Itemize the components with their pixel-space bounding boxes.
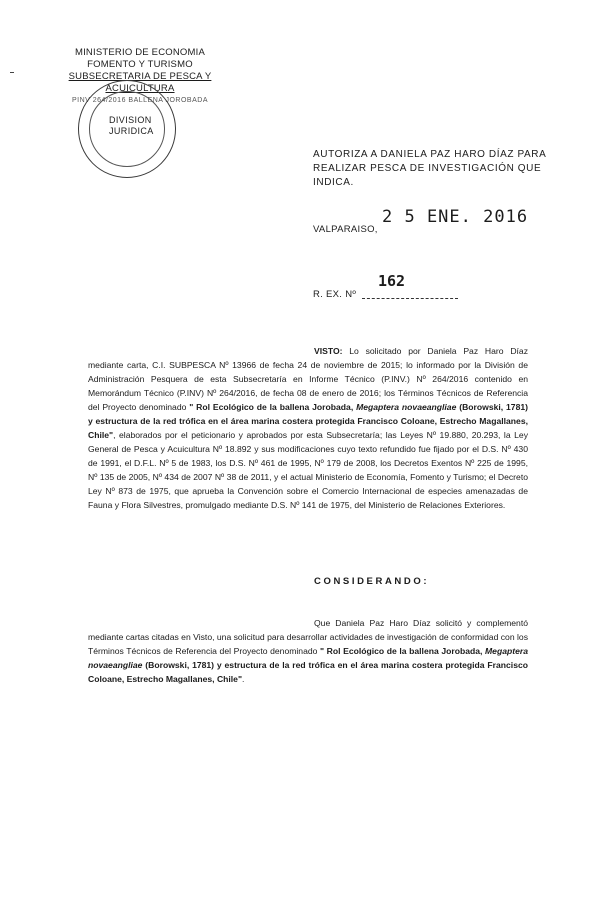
seal-text <box>109 115 154 137</box>
visto-text-2: , elaborados por el peticionario y aprobados por esta Subsecretaría; las Leyes Nº 19.880, 20.293, la Ley General de Pesca y Acuicultura Nº 18.892 y sus modificaciones cuyo texto refundido fue fijado por el D.S. Nº 430 de 1991, el D.F.L. Nº 5 de 1983, los D.S. Nº 461 de 1995, Nº 179 de 2008, los Decretos Exentos Nº 225 de 1995, Nº 135 de 2005, Nº 434 de 2007 Nº 38 de 2011, y el actual Ministerio de Economía, Fomento y Turismo; el Decreto Ley Nº 873 de 1975, que aprueba la Convención sobre el Comercio Internacional de especies amenazadas de Fauna y Flora Silvestres, promulgado mediante D.S. Nº 141 de 1975, del Ministerio de Relaciones Exteriores. <box>88 430 528 510</box>
considerando-text-1: Que Daniela Paz Haro Díaz solicitó y complementó mediante cartas citadas en Visto, una solicitud para desarrollar actividades de investigación de conformidad con los Términos Técnicos de Referencia del Proyecto denominado <box>88 618 528 656</box>
division-juridica-seal <box>78 80 176 178</box>
visto-paragraph <box>88 344 528 512</box>
visto-species: Megaptera novaeangliae <box>356 402 457 412</box>
ministry-line: MINISTERIO DE ECONOMIA <box>74 47 206 58</box>
ministry-subline: FOMENTO Y TURISMO <box>87 59 193 70</box>
visto-label: VISTO: <box>314 346 343 356</box>
resolution-label: R. EX. Nº <box>313 289 357 300</box>
considerando-heading: CONSIDERANDO: <box>314 576 430 587</box>
considerando-paragraph <box>88 616 528 686</box>
subsecretaria-line: SUBSECRETARIA DE PESCA Y ACUICULTURA <box>68 71 212 94</box>
title-line-2: REALIZAR PESCA DE INVESTIGACIÓN QUE INDICA. <box>313 163 542 188</box>
seal-line-2: JURIDICA <box>109 126 154 136</box>
resolution-line <box>362 298 458 299</box>
considerando-text-2: . <box>242 674 245 684</box>
title-line-1: AUTORIZA A DANIELA PAZ HARO DÍAZ PARA <box>313 149 547 160</box>
considerando-project-2: (Borowski, 1781) y estructura de la red trófica en el área marina costera protegida Francisco Coloane, Estrecho Magallanes, Chile" <box>88 660 528 684</box>
visto-project-1: " Rol Ecológico de la ballena Jorobada, <box>189 402 357 412</box>
date-stamp: 2 5 ENE. 2016 <box>382 207 529 227</box>
visto-project-2: (Borowski, 1781) y estructura de la red trófica en el área marina costera protegida Francisco Coloane, Estrecho Magallanes, Chile" <box>88 402 528 440</box>
seal-line-1: DIVISION <box>109 115 152 125</box>
document-title <box>313 148 573 190</box>
considerando-project-1: " Rol Ecológico de la ballena Jorobada, <box>320 646 486 656</box>
visto-text-1: Lo solicitado por Daniela Paz Haro Díaz mediante carta, C.I. SUBPESCA Nº 13966 de fecha 24 de noviembre de 2015; lo informado por la División de Administración Pesquera de esta Subsecretaría en Informe Técnico (P.INV.) Nº 264/2016 contenido en Memorándum Técnico (P.INV) Nº 264/2016, de fecha 08 de enero de 2016; los Términos Técnicos de Referencia del Proyecto denominado <box>88 346 528 412</box>
resolution-number: 162 <box>378 272 406 290</box>
place-label: VALPARAISO, <box>313 224 378 235</box>
margin-mark <box>10 72 14 73</box>
considerando-species: Megaptera novaeangliae <box>88 646 528 670</box>
reference-line: PINV 264/2016 BALLENA JOROBADA <box>71 97 208 104</box>
